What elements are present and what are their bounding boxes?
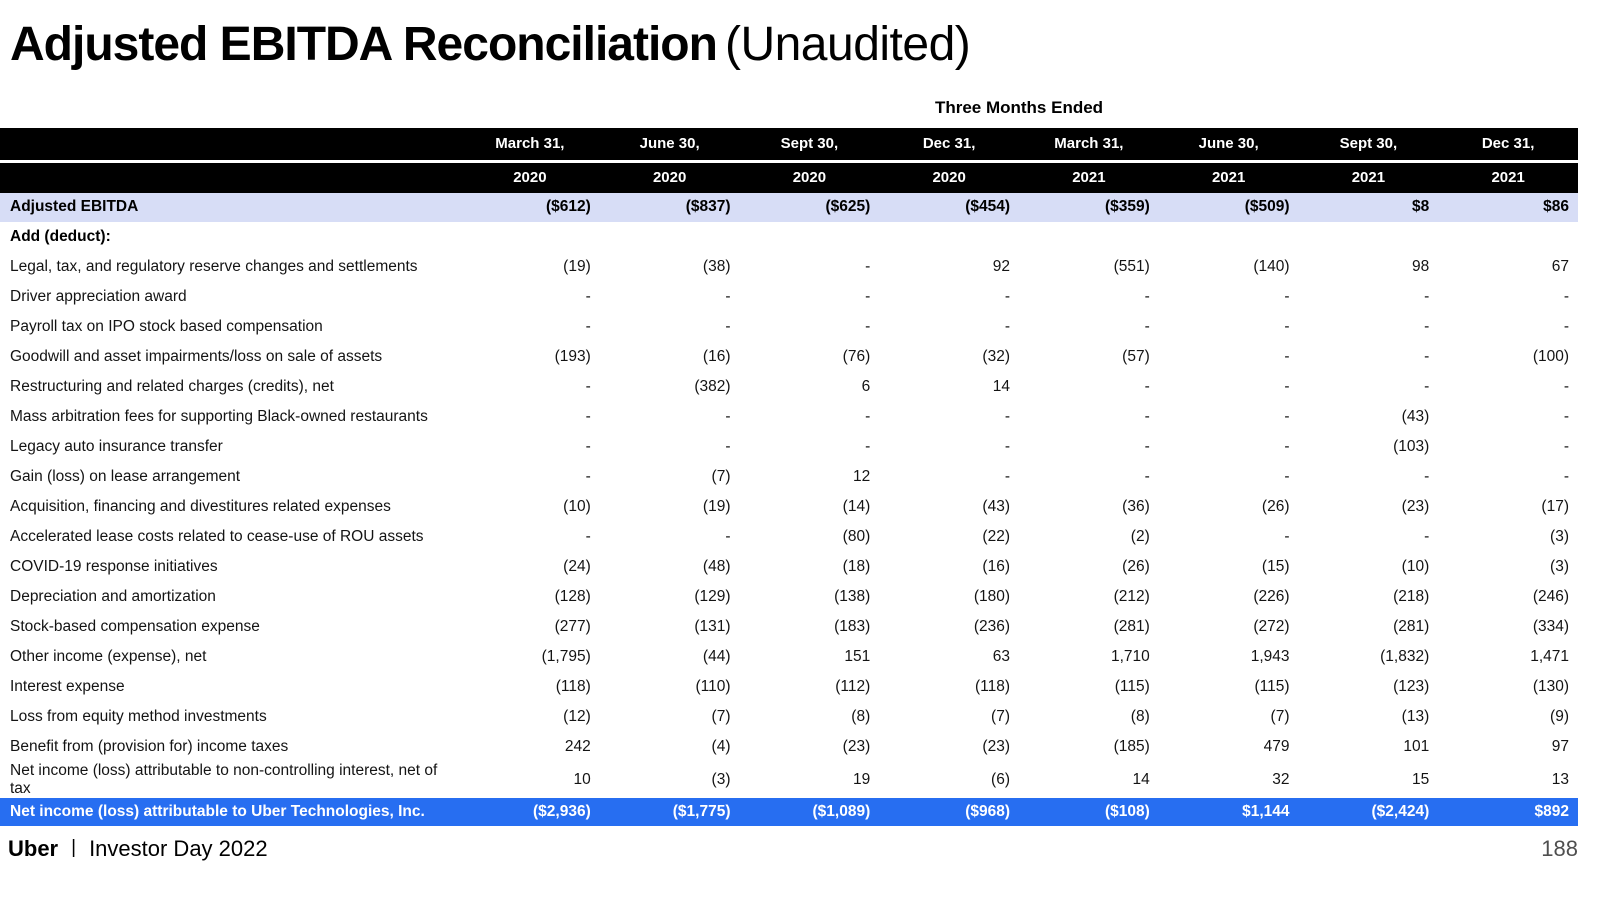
row-value: (334) xyxy=(1532,617,1569,635)
row-value: - xyxy=(1563,377,1569,395)
row-value: (76) xyxy=(842,347,871,365)
row-value: (15) xyxy=(1261,557,1290,575)
row-value: - xyxy=(585,287,591,305)
uber-logo: Uber xyxy=(8,835,59,861)
row-label: Driver appreciation award xyxy=(10,287,187,305)
row-value: ($2,936) xyxy=(460,798,600,826)
row-value: (130) xyxy=(1532,677,1569,695)
row-value: (7) xyxy=(711,467,731,485)
row-value: - xyxy=(1144,377,1150,395)
page-number: 188 xyxy=(1541,835,1578,861)
row-value: (3) xyxy=(1550,527,1569,545)
row-value: (7) xyxy=(1270,707,1290,725)
table-row xyxy=(0,252,1578,282)
table-row xyxy=(0,552,1578,582)
row-value: 1,710 xyxy=(1110,647,1150,665)
row-value: 14 xyxy=(1132,770,1150,788)
row-label: Benefit from (provision for) income taxes xyxy=(10,737,289,755)
column-header-year: 2020 xyxy=(600,162,740,193)
row-value: (281) xyxy=(1393,617,1430,635)
row-value: - xyxy=(1563,317,1569,335)
row-value: (140) xyxy=(1253,257,1290,275)
row-value: - xyxy=(1004,317,1010,335)
row-value: (22) xyxy=(982,527,1010,545)
row-value: (10) xyxy=(1401,557,1430,575)
row-value: - xyxy=(1284,437,1290,455)
row-value: 242 xyxy=(564,737,591,755)
row-value xyxy=(460,222,600,252)
column-header-year: 2021 xyxy=(1438,162,1578,193)
row-value: - xyxy=(865,257,871,275)
row-value: (14) xyxy=(842,497,871,515)
row-label: Accelerated lease costs related to cease-use of ROU assets xyxy=(10,527,424,545)
row-value: - xyxy=(1284,377,1290,395)
row-value: (3) xyxy=(1550,557,1569,575)
row-value: (43) xyxy=(1401,407,1430,425)
table-row xyxy=(0,312,1578,342)
row-value: (4) xyxy=(711,737,731,755)
row-value: - xyxy=(1424,467,1430,485)
row-value: - xyxy=(585,407,591,425)
row-value: - xyxy=(1004,467,1010,485)
row-value: (16) xyxy=(702,347,731,365)
table-row xyxy=(0,672,1578,702)
table-row xyxy=(0,462,1578,492)
row-value: (44) xyxy=(702,647,731,665)
row-value: (112) xyxy=(835,677,871,695)
table-row xyxy=(0,732,1578,762)
row-value: $1,144 xyxy=(1159,798,1299,826)
row-value: (115) xyxy=(1254,677,1290,695)
row-label: Goodwill and asset impairments/loss on sale of assets xyxy=(10,347,383,365)
column-header-date: Dec 31, xyxy=(1438,128,1578,162)
row-value: - xyxy=(725,527,731,545)
row-value: - xyxy=(1144,437,1150,455)
row-value: 32 xyxy=(1272,770,1290,788)
row-value: (18) xyxy=(842,557,871,575)
row-value: - xyxy=(1424,527,1430,545)
row-value: (43) xyxy=(982,497,1010,515)
row-value: - xyxy=(725,437,731,455)
slide-footer xyxy=(0,836,1578,862)
row-value: - xyxy=(1563,467,1569,485)
row-value: - xyxy=(585,467,591,485)
row-value: (17) xyxy=(1541,497,1569,515)
slide xyxy=(0,16,1600,862)
row-value: - xyxy=(725,287,731,305)
column-header-date: Sept 30, xyxy=(740,128,880,162)
row-value: - xyxy=(585,377,591,395)
row-label: Loss from equity method investments xyxy=(10,707,267,725)
row-value: - xyxy=(1563,287,1569,305)
column-header-date: June 30, xyxy=(600,128,740,162)
row-value: (10) xyxy=(563,497,591,515)
row-value xyxy=(1438,222,1578,252)
row-value: (8) xyxy=(1130,707,1150,725)
row-value: - xyxy=(1424,377,1430,395)
footer-brand-lockup xyxy=(0,836,268,862)
column-header-date: Dec 31, xyxy=(879,128,1019,162)
row-value: - xyxy=(1144,407,1150,425)
table-row xyxy=(0,612,1578,642)
column-header-year: 2020 xyxy=(460,162,600,193)
row-value: - xyxy=(1563,437,1569,455)
row-value: 101 xyxy=(1403,737,1430,755)
page-title xyxy=(10,16,1600,74)
row-label: COVID-19 response initiatives xyxy=(10,557,218,575)
table-body xyxy=(0,193,1578,826)
header-row-year xyxy=(0,162,1578,193)
row-value: (118) xyxy=(974,677,1010,695)
row-value: 151 xyxy=(844,647,871,665)
row-label: Interest expense xyxy=(10,677,125,695)
column-header-date: March 31, xyxy=(1019,128,1159,162)
row-value: ($1,775) xyxy=(600,798,740,826)
row-value: (185) xyxy=(1113,737,1150,755)
row-value: (8) xyxy=(851,707,871,725)
row-value: 13 xyxy=(1551,770,1569,788)
row-value: - xyxy=(1424,347,1430,365)
footer-event-title: Investor Day 2022 xyxy=(89,835,268,861)
row-value: ($625) xyxy=(740,193,880,222)
table-row xyxy=(0,492,1578,522)
row-label: Adjusted EBITDA xyxy=(0,193,460,222)
row-label: Payroll tax on IPO stock based compensation xyxy=(10,317,323,335)
row-value: (13) xyxy=(1401,707,1430,725)
row-value: - xyxy=(1144,287,1150,305)
row-value: (19) xyxy=(702,497,731,515)
row-label: Legal, tax, and regulatory reserve changes and settlements xyxy=(10,257,418,275)
row-value: ($359) xyxy=(1019,193,1159,222)
page-title-suffix: (Unaudited) xyxy=(724,18,971,71)
row-value: (36) xyxy=(1122,497,1150,515)
row-value xyxy=(1159,222,1299,252)
row-value: (57) xyxy=(1122,347,1150,365)
row-value: (48) xyxy=(702,557,731,575)
row-value: (7) xyxy=(711,707,731,725)
row-value: 14 xyxy=(992,377,1010,395)
row-value: (129) xyxy=(694,587,731,605)
row-value xyxy=(879,222,1019,252)
net-income-total-row xyxy=(0,798,1578,826)
row-label: Stock-based compensation expense xyxy=(10,617,260,635)
row-value: (138) xyxy=(834,587,871,605)
table-row xyxy=(0,642,1578,672)
column-header-date: March 31, xyxy=(460,128,600,162)
row-value: - xyxy=(1424,317,1430,335)
row-value: (226) xyxy=(1253,587,1290,605)
row-value: 1,471 xyxy=(1530,647,1569,665)
row-value: (26) xyxy=(1261,497,1290,515)
row-value: (38) xyxy=(702,257,731,275)
row-value: (23) xyxy=(982,737,1010,755)
row-value: 6 xyxy=(861,377,871,395)
row-value: (9) xyxy=(1550,707,1569,725)
page-title-main: Adjusted EBITDA Reconciliation xyxy=(10,18,717,71)
row-value: (123) xyxy=(1393,677,1430,695)
row-value: (103) xyxy=(1393,437,1430,455)
row-value: (110) xyxy=(695,677,731,695)
row-label: Net income (loss) attributable to non-controlling interest, net of tax xyxy=(10,761,438,797)
row-value: $8 xyxy=(1299,193,1439,222)
footer-separator: | xyxy=(71,836,77,858)
header-row-date xyxy=(0,128,1578,162)
row-value: 10 xyxy=(573,770,591,788)
row-label: Depreciation and amortization xyxy=(10,587,216,605)
row-value: (212) xyxy=(1113,587,1150,605)
row-value: (16) xyxy=(982,557,1010,575)
row-value: - xyxy=(1284,527,1290,545)
row-value: (23) xyxy=(1401,497,1430,515)
row-value: - xyxy=(865,407,871,425)
table-row xyxy=(0,282,1578,312)
row-value: (131) xyxy=(694,617,731,635)
header-label-spacer xyxy=(0,128,460,162)
row-value: ($509) xyxy=(1159,193,1299,222)
row-value: 12 xyxy=(853,467,871,485)
row-value: (7) xyxy=(991,707,1010,725)
table-row xyxy=(0,432,1578,462)
row-value: ($837) xyxy=(600,193,740,222)
column-header-date: June 30, xyxy=(1159,128,1299,162)
row-value: - xyxy=(725,317,731,335)
row-value: (12) xyxy=(563,707,591,725)
row-value: (180) xyxy=(973,587,1010,605)
row-value: (551) xyxy=(1113,257,1150,275)
row-value: (1,795) xyxy=(541,647,591,665)
row-label: Acquisition, financing and divestitures related expenses xyxy=(10,497,391,515)
adjusted-ebitda-row xyxy=(0,193,1578,222)
row-value: ($454) xyxy=(879,193,1019,222)
row-value: (1,832) xyxy=(1380,647,1430,665)
row-value: (193) xyxy=(554,347,591,365)
row-value: (382) xyxy=(694,377,731,395)
row-value: (236) xyxy=(973,617,1010,635)
row-value: (23) xyxy=(842,737,871,755)
row-value: - xyxy=(1284,407,1290,425)
table-row xyxy=(0,762,1578,798)
row-value: (246) xyxy=(1532,587,1569,605)
table-header xyxy=(0,128,1578,193)
row-value: - xyxy=(865,287,871,305)
row-value: 19 xyxy=(853,770,871,788)
row-value: (115) xyxy=(1114,677,1150,695)
row-value: ($1,089) xyxy=(740,798,880,826)
row-value: (19) xyxy=(563,257,591,275)
row-value: 98 xyxy=(1412,257,1430,275)
row-value: 15 xyxy=(1412,770,1430,788)
column-header-year: 2021 xyxy=(1299,162,1439,193)
row-value: - xyxy=(1144,467,1150,485)
row-value: (218) xyxy=(1393,587,1430,605)
row-value: - xyxy=(1284,287,1290,305)
add-deduct-section-row xyxy=(0,222,1578,252)
row-value: - xyxy=(1284,347,1290,365)
row-label: Restructuring and related charges (credits), net xyxy=(10,377,334,395)
row-value: (277) xyxy=(554,617,591,635)
row-value xyxy=(1299,222,1439,252)
column-header-year: 2021 xyxy=(1159,162,1299,193)
table-row xyxy=(0,372,1578,402)
row-value: - xyxy=(865,317,871,335)
row-value: (118) xyxy=(555,677,591,695)
row-value: (80) xyxy=(842,527,871,545)
column-header-year: 2021 xyxy=(1019,162,1159,193)
row-value: - xyxy=(1424,287,1430,305)
row-value: - xyxy=(1144,317,1150,335)
row-label: Add (deduct): xyxy=(10,227,111,245)
row-value: 479 xyxy=(1263,737,1290,755)
row-value: (32) xyxy=(982,347,1010,365)
row-value: (281) xyxy=(1113,617,1150,635)
row-value: (128) xyxy=(554,587,591,605)
row-value: (272) xyxy=(1253,617,1290,635)
row-value: - xyxy=(1563,407,1569,425)
column-header-date: Sept 30, xyxy=(1299,128,1439,162)
row-value: 92 xyxy=(992,257,1010,275)
row-value: - xyxy=(865,437,871,455)
row-value: (183) xyxy=(834,617,871,635)
row-value: 97 xyxy=(1551,737,1569,755)
column-header-year: 2020 xyxy=(740,162,880,193)
row-value: (100) xyxy=(1532,347,1569,365)
row-value: $892 xyxy=(1438,798,1578,826)
column-header-year: 2020 xyxy=(879,162,1019,193)
row-label: Other income (expense), net xyxy=(10,647,207,665)
row-value xyxy=(740,222,880,252)
row-value xyxy=(600,222,740,252)
row-value: - xyxy=(585,527,591,545)
row-value: - xyxy=(1284,317,1290,335)
table-row xyxy=(0,582,1578,612)
row-value: (3) xyxy=(711,770,731,788)
row-value: ($968) xyxy=(879,798,1019,826)
row-value: - xyxy=(585,437,591,455)
table-row xyxy=(0,522,1578,552)
ebitda-reconciliation-table xyxy=(0,128,1578,826)
row-value: - xyxy=(1004,287,1010,305)
row-value: ($2,424) xyxy=(1299,798,1439,826)
table-row xyxy=(0,342,1578,372)
table-row xyxy=(0,702,1578,732)
header-label-spacer xyxy=(0,162,460,193)
row-label: Mass arbitration fees for supporting Black-owned restaurants xyxy=(10,407,428,425)
row-value: 63 xyxy=(992,647,1010,665)
row-value: (24) xyxy=(563,557,591,575)
table-group-header: Three Months Ended xyxy=(934,97,1104,117)
row-value: (2) xyxy=(1130,527,1150,545)
row-value: - xyxy=(725,407,731,425)
row-label: Gain (loss) on lease arrangement xyxy=(10,467,241,485)
table-row xyxy=(0,402,1578,432)
row-value: 67 xyxy=(1551,257,1569,275)
row-value: ($612) xyxy=(460,193,600,222)
row-value: (6) xyxy=(991,770,1010,788)
row-value xyxy=(1019,222,1159,252)
row-label: Net income (loss) attributable to Uber Technologies, Inc. xyxy=(0,798,460,826)
row-value: ($108) xyxy=(1019,798,1159,826)
row-value: $86 xyxy=(1438,193,1578,222)
row-value: (26) xyxy=(1122,557,1150,575)
row-value: - xyxy=(1004,407,1010,425)
row-value: 1,943 xyxy=(1250,647,1290,665)
row-value: - xyxy=(585,317,591,335)
row-value: - xyxy=(1004,437,1010,455)
row-value: - xyxy=(1284,467,1290,485)
row-label: Legacy auto insurance transfer xyxy=(10,437,223,455)
